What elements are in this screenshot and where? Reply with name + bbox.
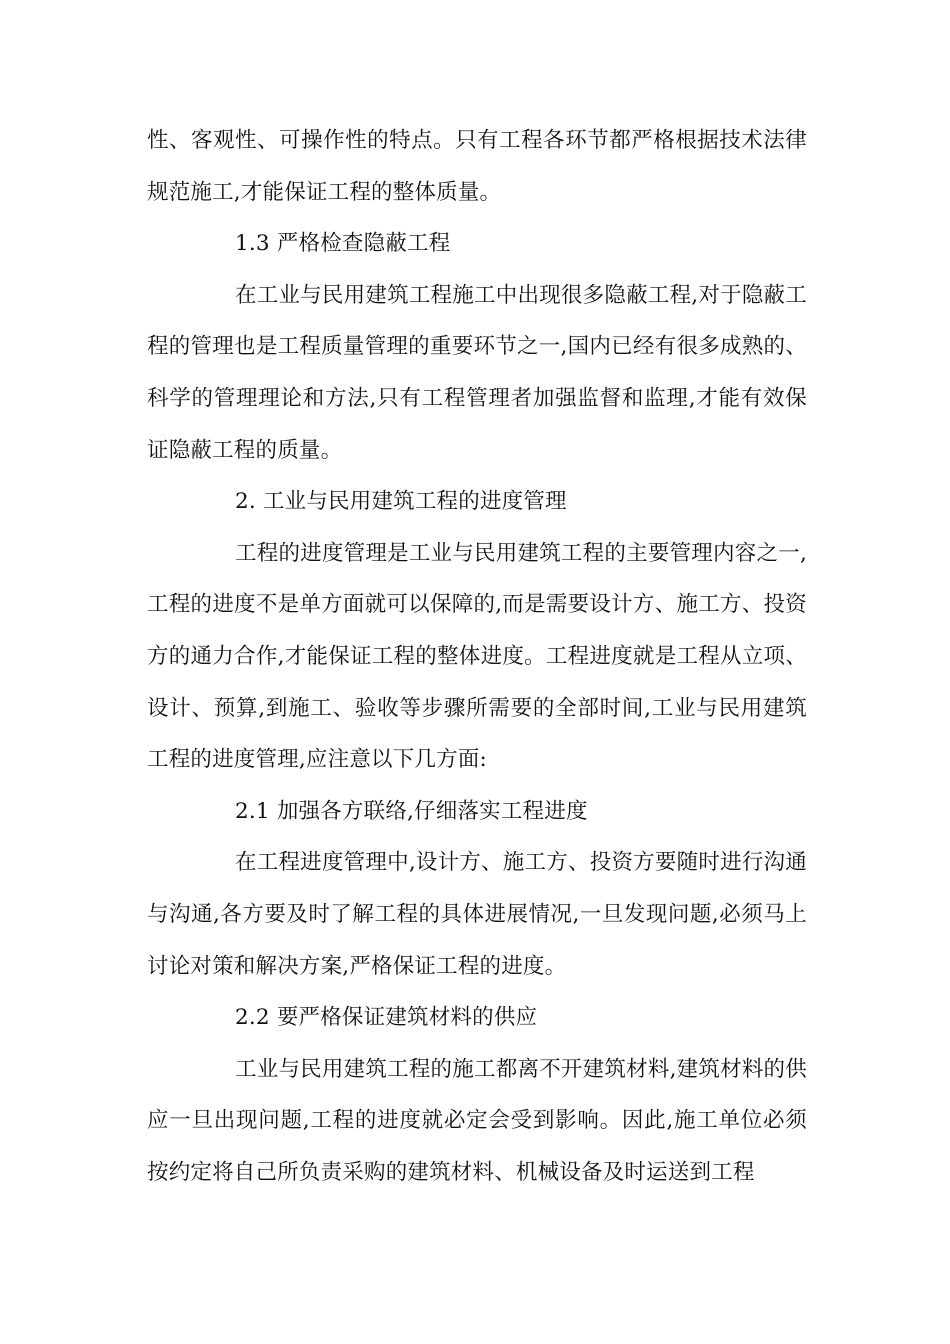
section-heading-1-3: 1.3 严格检查隐蔽工程 xyxy=(235,231,451,257)
paragraph-continued: 性、客观性、可操作性的特点。只有工程各环节都严格根据技术法律规范施工,才能保证工程的整体质量。 xyxy=(147,128,807,205)
paragraph-progress-management: 工程的进度管理是工业与民用建筑工程的主要管理内容之一,工程的进度不是单方面就可以保障的,而是需要设计方、施工方、投资方的通力合作,才能保证工程的整体进度。工程进度就是工程从立项、设计、预算,到施工、验收等步骤所需要的全部时间,工业与民用建筑工程的进度管理,应注意以下几方面: xyxy=(147,540,807,773)
section-heading-2: 2. 工业与民用建筑工程的进度管理 xyxy=(235,489,567,515)
section-heading-2-1: 2.1 加强各方联络,仔细落实工程进度 xyxy=(235,798,588,824)
paragraph-communication: 在工程进度管理中,设计方、施工方、投资方要随时进行沟通与沟通,各方要及时了解工程的具体进展情况,一旦发现问题,必须马上讨论对策和解决方案,严格保证工程的进度。 xyxy=(147,850,807,979)
paragraph-hidden-works: 在工业与民用建筑工程施工中出现很多隐蔽工程,对于隐蔽工程的管理也是工程质量管理的重要环节之一,国内已经有很多成熟的、科学的管理理论和方法,只有工程管理者加强监督和监理,才能有效保证隐蔽工程的质量。 xyxy=(147,282,807,463)
document-body xyxy=(147,115,807,1198)
paragraph-material-supply: 工业与民用建筑工程的施工都离不开建筑材料,建筑材料的供应一旦出现问题,工程的进度就必定会受到影响。因此,施工单位必须按约定将自己所负责采购的建筑材料、机械设备及时运送到工程 xyxy=(147,1056,807,1185)
section-heading-2-2: 2.2 要严格保证建筑材料的供应 xyxy=(235,1005,538,1031)
